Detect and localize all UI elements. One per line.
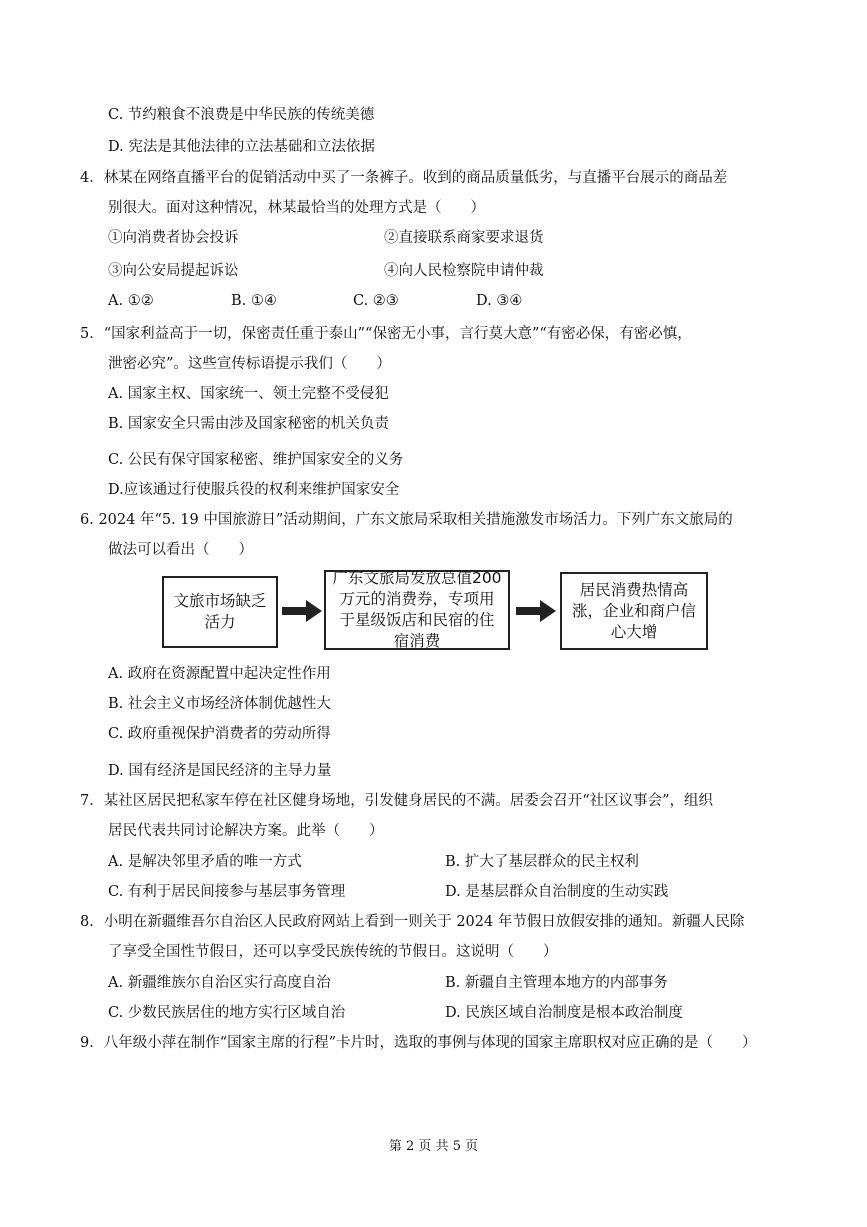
flow-box-market-text: 文旅市场缺乏活力 bbox=[173, 592, 267, 631]
q4-option-a: A. ①② bbox=[108, 293, 154, 309]
flow-box-policy bbox=[324, 570, 510, 650]
q4-option-d: D. ③④ bbox=[476, 293, 523, 309]
q4-statement-3: ③向公安局提起诉讼 bbox=[108, 263, 239, 279]
arrow-right-icon bbox=[282, 600, 322, 622]
q8-option-b: B. 新疆自主管理本地方的内部事务 bbox=[445, 975, 668, 991]
q5-stem-line1: 5．“国家利益高于一切，保密责任重于泰山”“保密无小事，言行莫大意”“有密必保，有密必慎， bbox=[80, 326, 692, 342]
q4-stem-line2: 别很大。面对这种情况，林某最恰当的处理方式是（ ） bbox=[108, 200, 485, 216]
flow-box-result bbox=[560, 572, 708, 650]
q5-option-c: C. 公民有保守国家秘密、维护国家安全的义务 bbox=[108, 452, 404, 468]
q6-stem-line1: 6. 2024 年“5. 19 中国旅游日”活动期间，广东文旅局采取相关措施激发市场活力。下列广东文旅局的 bbox=[80, 512, 733, 528]
q8-option-a: A. 新疆维族尔自治区实行高度自治 bbox=[108, 975, 331, 991]
q6-option-b: B. 社会主义市场经济体制优越性大 bbox=[108, 696, 331, 712]
policy-flow-diagram bbox=[160, 568, 710, 652]
q8-stem-line1: 8．小明在新疆维吾尔自治区人民政府网站上看到一则关于 2024 年节假日放假安排的通知。新疆人民除 bbox=[80, 914, 745, 930]
flow-box-result-text: 居民消费热情高涨，企业和商户信心大增 bbox=[571, 580, 696, 641]
q4-statement-2: ②直接联系商家要求退货 bbox=[384, 230, 544, 246]
q4-stem-line1: 4．林某在网络直播平台的促销活动中买了一条裤子。收到的商品质量低劣，与直播平台展示的商品差 bbox=[80, 170, 728, 186]
arrow-right-icon bbox=[516, 600, 556, 622]
q3-option-d: D. 宪法是其他法律的立法基础和立法依据 bbox=[108, 139, 375, 155]
q6-stem-line2: 做法可以看出（ ） bbox=[108, 542, 253, 558]
q7-stem-line2: 居民代表共同讨论解决方案。此举（ ） bbox=[108, 823, 384, 839]
flow-box-market bbox=[162, 576, 278, 648]
q5-option-b: B. 国家安全只需由涉及国家秘密的机关负责 bbox=[108, 416, 389, 432]
q7-stem-line1: 7．某社区居民把私家车停在社区健身场地，引发健身居民的不满。居委会召开“社区议事会”，组织 bbox=[80, 793, 714, 809]
q7-option-c: C. 有利于居民间接参与基层事务管理 bbox=[108, 884, 346, 900]
flow-box-policy-text: 广东文旅局发放总值200万元的消费券，专项用于星级饭店和民宿的住宿消费 bbox=[332, 569, 502, 650]
q6-option-a: A. 政府在资源配置中起决定性作用 bbox=[108, 666, 331, 682]
q9-stem-line1: 9．八年级小萍在制作“国家主席的行程”卡片时，选取的事例与体现的国家主席职权对应正确的是（ ） bbox=[80, 1035, 757, 1051]
page-footer: 第 2 页 共 5 页 bbox=[388, 1139, 479, 1154]
q4-statement-1: ①向消费者协会投诉 bbox=[108, 230, 239, 246]
q5-stem-line2: 泄密必究”。这些宣传标语提示我们（ ） bbox=[108, 356, 391, 372]
q8-stem-line2: 了享受全国性节假日，还可以享受民族传统的节假日。这说明（ ） bbox=[108, 944, 558, 960]
q6-option-d: D. 国有经济是国民经济的主导力量 bbox=[108, 763, 332, 779]
q8-option-c: C. 少数民族居住的地方实行区域自治 bbox=[108, 1005, 346, 1021]
q8-option-d: D. 民族区域自治制度是根本政治制度 bbox=[445, 1005, 683, 1021]
q7-option-a: A. 是解决邻里矛盾的唯一方式 bbox=[108, 854, 302, 870]
q4-statement-4: ④向人民检察院申请仲裁 bbox=[384, 263, 544, 279]
q7-option-d: D. 是基层群众自治制度的生动实践 bbox=[445, 884, 669, 900]
q5-option-a: A. 国家主权、国家统一、领土完整不受侵犯 bbox=[108, 386, 389, 402]
q5-option-d: D.应该通过行使服兵役的权利来维护国家安全 bbox=[108, 482, 400, 498]
q3-option-c: C. 节约粮食不浪费是中华民族的传统美德 bbox=[108, 107, 375, 123]
q4-option-c: C. ②③ bbox=[353, 293, 399, 309]
q6-option-c: C. 政府重视保护消费者的劳动所得 bbox=[108, 726, 331, 742]
q4-option-b: B. ①④ bbox=[231, 293, 277, 309]
q7-option-b: B. 扩大了基层群众的民主权利 bbox=[445, 854, 639, 870]
